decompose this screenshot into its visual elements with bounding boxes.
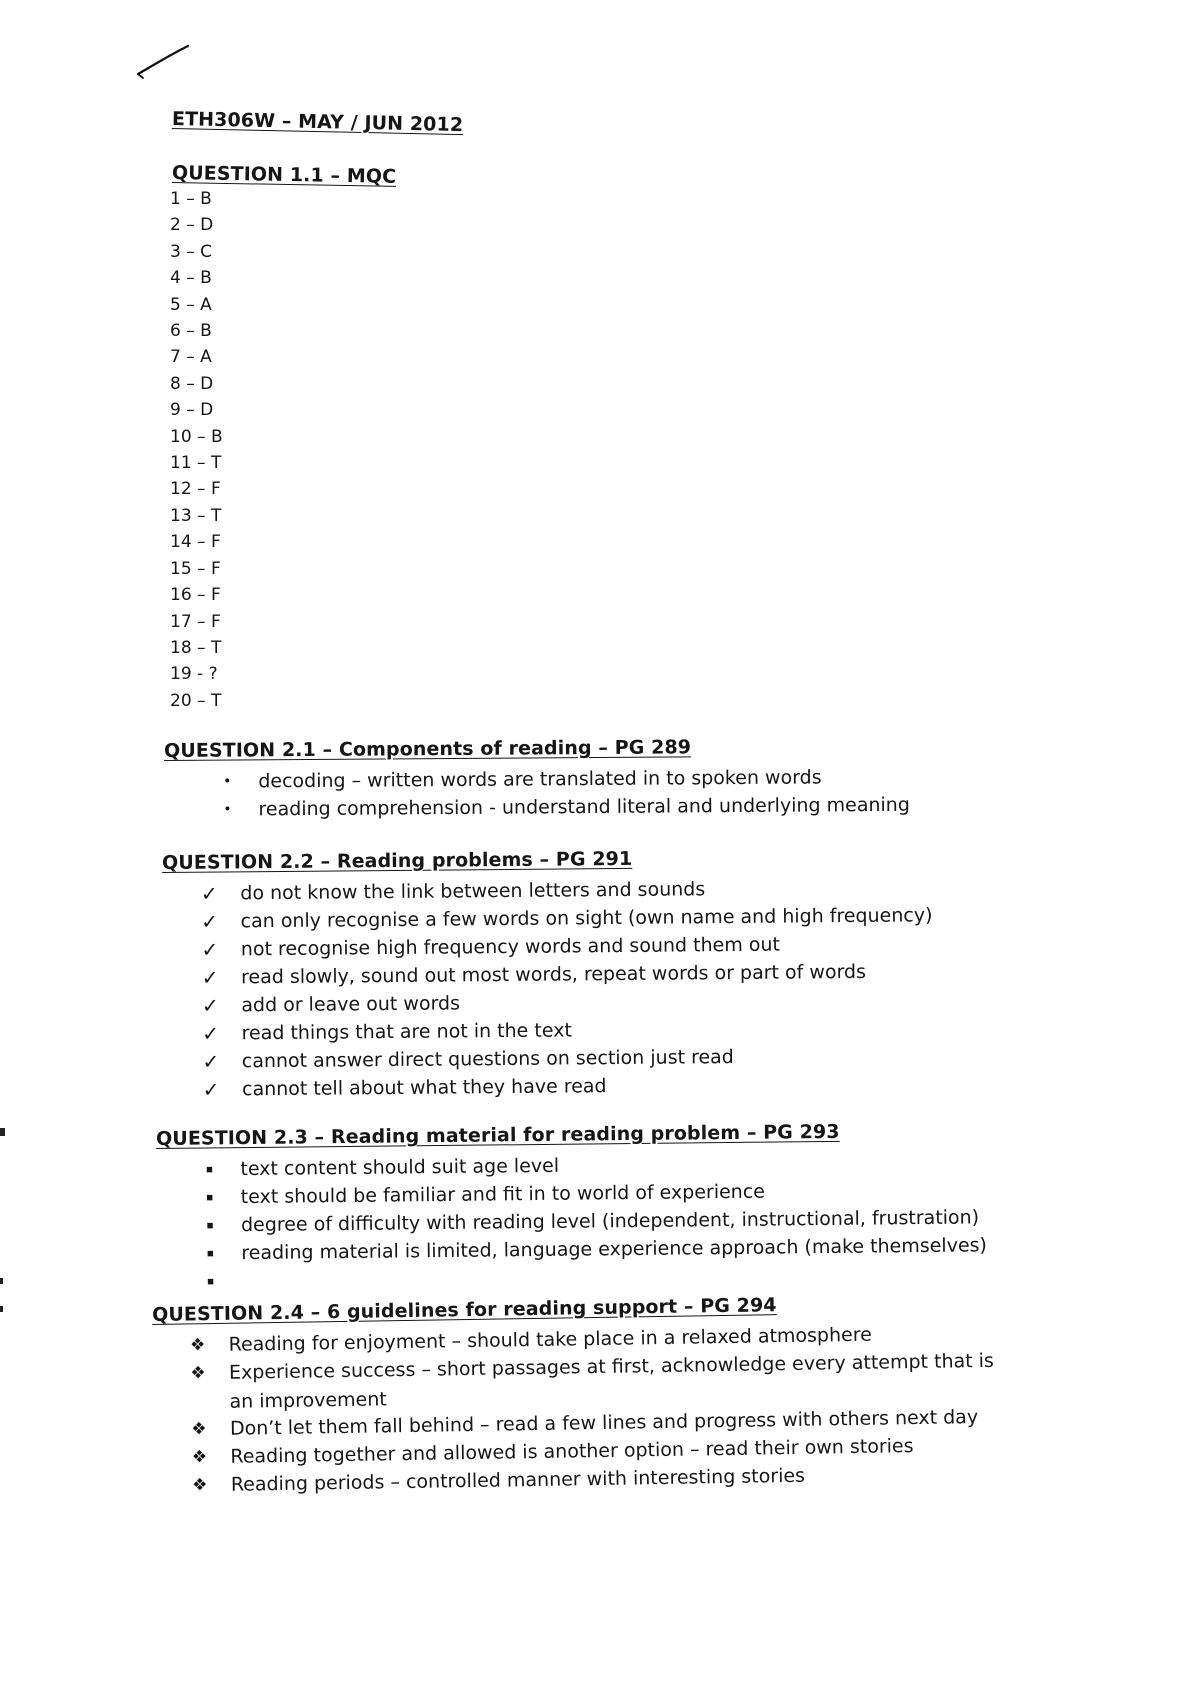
list-item-text: add or leave out words [241, 992, 461, 1017]
list-item-text: Experience success – short passages at first, acknowledge every attempt that is an improvement [228, 1349, 995, 1413]
list-item-text: reading comprehension - understand literal and underlying meaning [258, 793, 910, 821]
mcq-answer: 13 – T [170, 505, 222, 526]
checkmark-icon: ✓ [201, 937, 219, 962]
list-item-text: not recognise high frequency words and sound them out [240, 933, 781, 961]
mcq-answer: 1 – B [170, 189, 212, 209]
list-item-text: text should be familiar and fit in to world of experience [240, 1180, 766, 1209]
list-item [199, 932, 781, 964]
diamond-bullet-icon: ❖ [192, 1475, 208, 1496]
mcq-answer: 16 – F [170, 585, 221, 606]
bullet-square-icon: ▪ [205, 1190, 214, 1204]
question-1-1-heading: QUESTION 1.1 – MQC [171, 162, 397, 188]
list-item [216, 792, 910, 823]
question-2-2-heading: QUESTION 2.2 – Reading problems – PG 291 [162, 847, 633, 874]
list-item-text: Reading together and allowed is another option – read their own stories [230, 1435, 914, 1468]
checkmark-icon: ✓ [201, 965, 219, 990]
scan-artifact [0, 1306, 3, 1312]
diamond-bullet-icon: ❖ [189, 1335, 206, 1356]
question-2-3-heading: QUESTION 2.3 – Reading material for reading problem – PG 293 [156, 1120, 840, 1150]
mcq-answer: 6 – B [170, 321, 212, 342]
list-item-text: degree of difficulty with reading level (independent, instructional, frustration) [240, 1206, 980, 1237]
mcq-answer: 5 – A [170, 294, 212, 315]
diamond-bullet-icon: ❖ [191, 1447, 208, 1468]
list-item-text: can only recognise a few words on sight (own name and high frequency) [240, 904, 933, 933]
mcq-answer: 8 – D [170, 373, 214, 394]
question-2-2-section [162, 847, 933, 1104]
mcq-answer: 20 – T [170, 690, 222, 711]
list-item-text: cannot answer direct questions on section just read [241, 1046, 734, 1073]
mcq-answer: 12 – F [170, 479, 221, 500]
list-item-empty [199, 1261, 841, 1296]
list-item-text: Reading periods – controlled manner with interesting stories [230, 1464, 806, 1496]
list-item-text: do not know the link between letters and sounds [240, 878, 706, 905]
checkmark-icon: ✓ [201, 993, 219, 1018]
question-2-1-section [164, 736, 910, 824]
list-item [216, 764, 822, 795]
mcq-answer: 10 – B [170, 426, 223, 447]
question-2-4-section [152, 1294, 995, 1500]
bullet-square-icon: ▪ [206, 1274, 215, 1288]
list-item-text: cannot tell about what they have read [241, 1075, 607, 1101]
bullet-square-icon: ▪ [206, 1246, 215, 1260]
list-item [199, 1016, 633, 1048]
list-item-text: read slowly, sound out most words, repeat words or part of words [241, 960, 867, 989]
list-item-text: text content should suit age level [240, 1154, 560, 1181]
list-item-text: Reading for enjoyment – should take place in a relaxed atmosphere [228, 1323, 873, 1356]
list-item [198, 904, 933, 936]
question-2-2-list [198, 876, 933, 1104]
checkmark-icon: ✓ [202, 1077, 220, 1102]
question-2-3-section [156, 1120, 988, 1296]
list-item-text: Don’t let them fall behind – read a few lines and progress with others next day [229, 1406, 979, 1440]
checkmark-icon: ✓ [202, 1049, 220, 1074]
mcq-answer: 11 – T [170, 453, 222, 474]
list-item [200, 1044, 734, 1076]
checkmark-icon: ✓ [202, 1021, 220, 1046]
mcq-answer: 15 – F [170, 558, 221, 579]
scan-artifact [0, 1128, 5, 1136]
mcq-answer: 19 - ? [170, 664, 218, 685]
mcq-answer-list [170, 186, 223, 714]
question-2-1-heading: QUESTION 2.1 – Components of reading – PG 289 [164, 736, 692, 762]
mcq-answer: 7 – A [170, 347, 212, 368]
checkmark-icon: ✓ [200, 881, 218, 906]
question-2-3-list [198, 1149, 988, 1296]
mcq-answer: 18 – T [170, 637, 222, 658]
mcq-answer: 14 – F [170, 532, 221, 553]
list-item [200, 1072, 634, 1104]
mcq-answer: 4 – B [170, 268, 212, 289]
question-2-4-heading: QUESTION 2.4 – 6 guidelines for reading support – PG 294 [152, 1294, 777, 1326]
bullet-square-icon: ▪ [206, 1218, 214, 1232]
list-item [199, 960, 867, 992]
checkmark-icon: ✓ [201, 909, 219, 934]
bullet-square-icon: ▪ [205, 1162, 214, 1176]
bullet-dot-icon: • [223, 773, 232, 790]
list-item [199, 988, 633, 1020]
list-item-text: decoding – written words are translated in to spoken words [258, 766, 822, 793]
mcq-answer: 2 – D [170, 215, 214, 236]
list-item [198, 876, 706, 908]
question-2-1-list [216, 764, 910, 823]
bullet-dot-icon: • [223, 801, 232, 818]
diamond-bullet-icon: ❖ [190, 1363, 206, 1384]
mcq-answer: 3 – C [170, 241, 212, 262]
question-2-4-list [186, 1322, 995, 1499]
scan-artifact [0, 1278, 3, 1284]
list-item-text: reading material is limited, language experience approach (make themselves) [241, 1234, 988, 1265]
list-item-text: read things that are not in the text [241, 1019, 572, 1045]
pen-tick-mark [136, 44, 196, 80]
mcq-answer: 9 – D [170, 400, 214, 421]
diamond-bullet-icon: ❖ [191, 1419, 207, 1440]
document-title: ETH306W – MAY / JUN 2012 [171, 108, 464, 137]
list-item [187, 1349, 995, 1415]
mcq-answer: 17 – F [170, 611, 221, 632]
